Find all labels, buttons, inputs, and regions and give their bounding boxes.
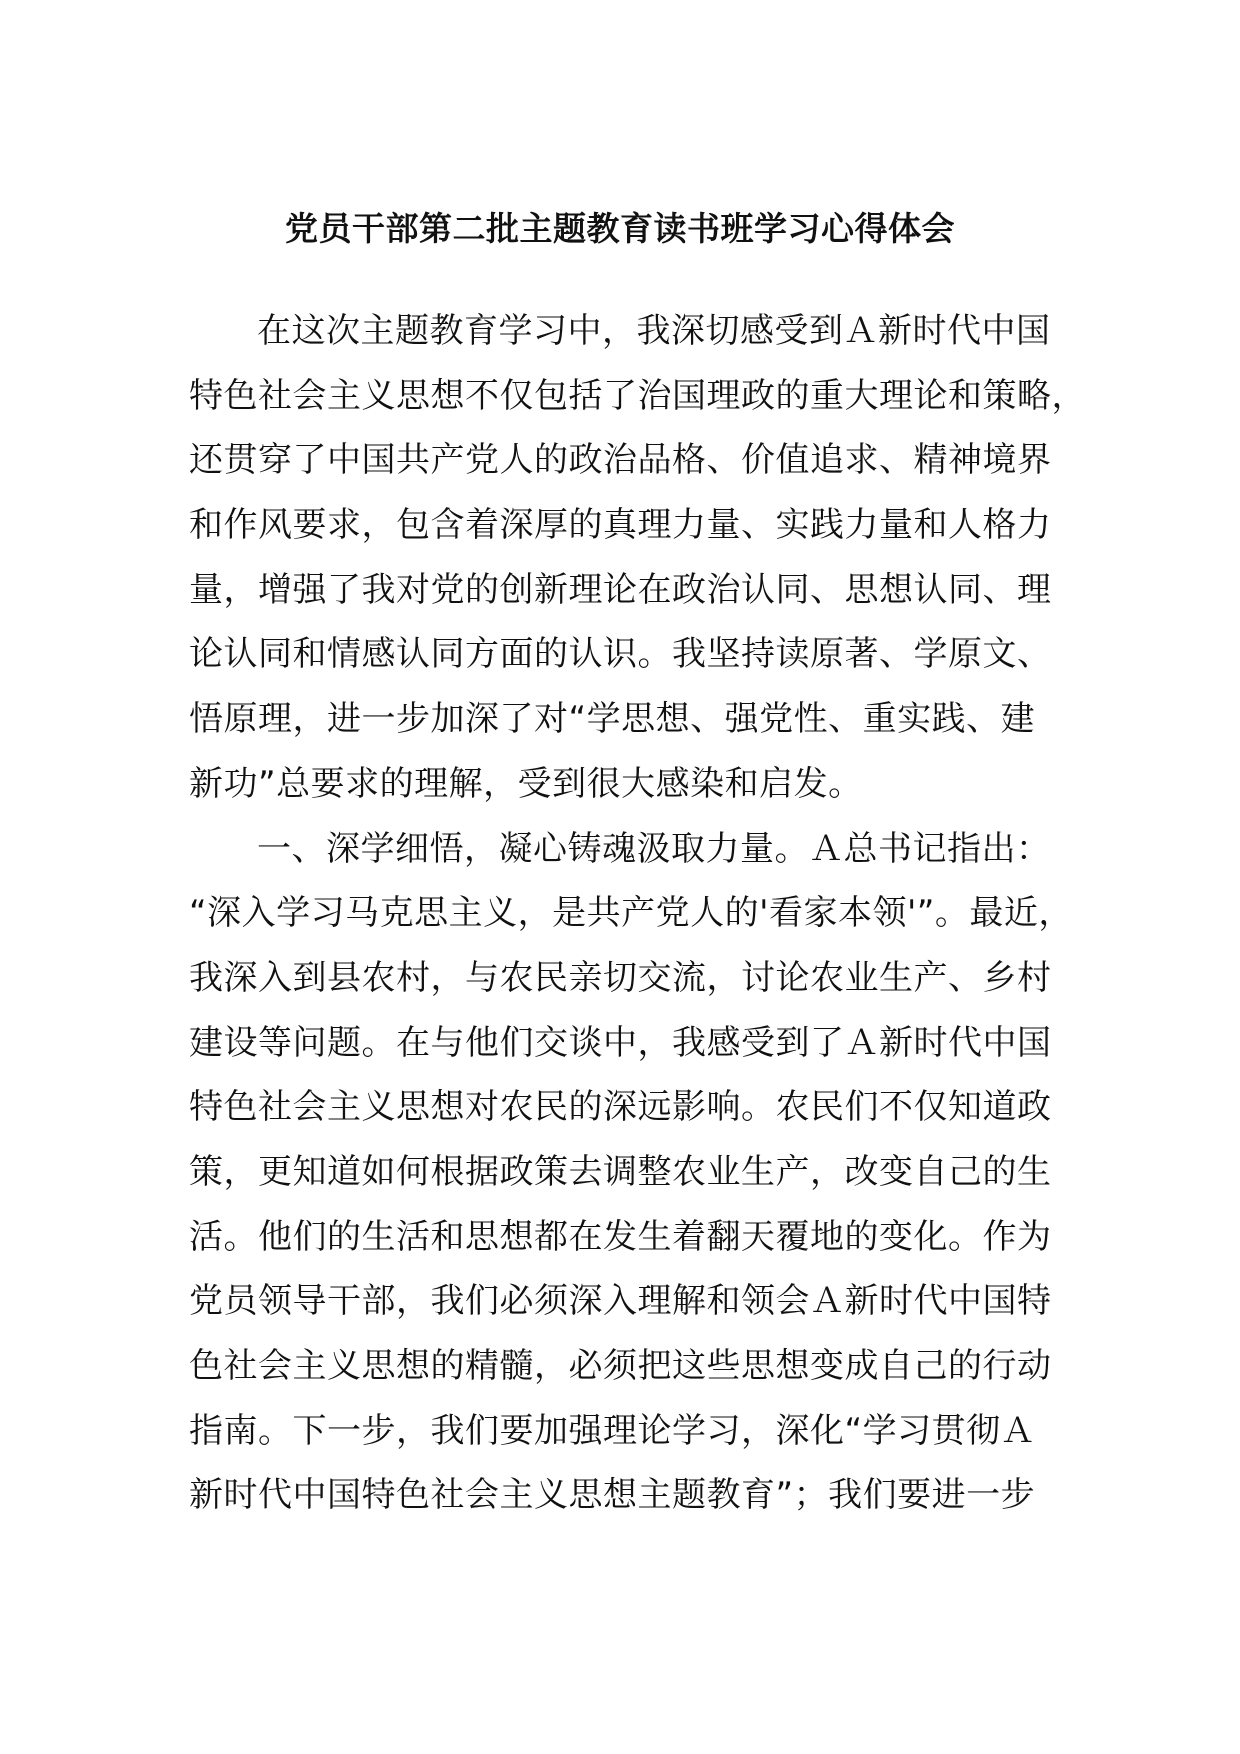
paragraph-line: 指南。下一步，我们要加强理论学习，深化“学习贯彻Ａ xyxy=(189,1410,1036,1451)
paragraph-line: 在这次主题教育学习中，我深切感受到Ａ新时代中国 xyxy=(257,311,1051,351)
paragraph-line: 还贯穿了中国共产党人的政治品格、价值追求、精神境界 xyxy=(189,440,1052,481)
paragraph-line: 新功”总要求的理解，受到很大感染和启发。 xyxy=(189,763,863,804)
paragraph-line: “深入学习马克思主义，是共产党人的'看家本领'”。最近， xyxy=(189,893,1073,934)
paragraph-line: 策，更知道如何根据政策去调整农业生产，改变自己的生 xyxy=(189,1151,1052,1192)
document-body xyxy=(189,299,1086,1528)
paragraph-line: 量，增强了我对党的创新理论在政治认同、思想认同、理 xyxy=(189,569,1052,610)
paragraph-line: 色社会主义思想的精髓，必须把这些思想变成自己的行动 xyxy=(189,1346,1052,1386)
paragraph-line: 活。他们的生活和思想都在发生着翻天覆地的变化。作为 xyxy=(189,1216,1052,1257)
paragraph-line: 论认同和情感认同方面的认识。我坚持读原著、学原文、 xyxy=(189,634,1052,675)
paragraph-line: 新时代中国特色社会主义思想主题教育”；我们要进一步 xyxy=(189,1475,1036,1516)
paragraph-line: 悟原理，进一步加深了对“学思想、强党性、重实践、建 xyxy=(189,699,1036,740)
document-title: 党员干部第二批主题教育读书班学习心得体会 xyxy=(285,209,955,248)
paragraph-line: 建设等问题。在与他们交谈中，我感受到了Ａ新时代中国 xyxy=(189,1022,1052,1063)
paragraph-line: 我深入到县农村，与农民亲切交流，讨论农业生产、乡村 xyxy=(189,957,1052,998)
paragraph-line: 特色社会主义思想不仅包括了治国理政的重大理论和策略， xyxy=(189,375,1086,416)
paragraph-line: 和作风要求，包含着深厚的真理力量、实践力量和人格力 xyxy=(189,505,1052,546)
paragraph-line: 党员领导干部，我们必须深入理解和领会Ａ新时代中国特 xyxy=(189,1281,1052,1322)
section-heading-line: 一、深学细悟，凝心铸魂汲取力量。Ａ总书记指出： xyxy=(257,828,1051,869)
paragraph-line: 特色社会主义思想对农民的深远影响。农民们不仅知道政 xyxy=(189,1087,1052,1128)
